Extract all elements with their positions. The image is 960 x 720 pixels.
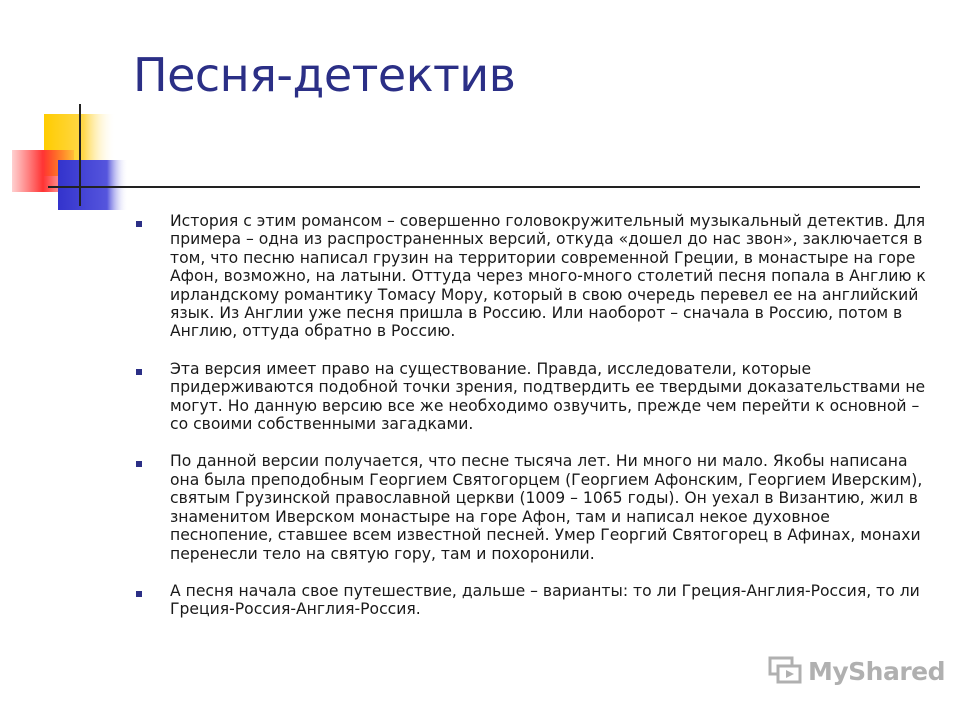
slide-title: Песня-детектив [133, 48, 516, 102]
bullet-paragraph [136, 212, 936, 341]
square-bullet-icon [136, 369, 142, 375]
square-bullet-icon [136, 461, 142, 467]
paragraph-text: История с этим романсом – совершенно головокружительный музыкальный детектив. Для примера – одна из распространенных версий, откуда «дошел до нас звон», заключается в том, что песню написал грузин на территории современной Греции, в монастыре на горе Афон, возможно, на латыни. Оттуда через много-много столетий песня попала в Англию к ирландскому романтику Томасу Мору, который в свою очередь перевел ее на английский язык. Из Англии уже песня пришла в Россию. Или наоборот – сначала в Россию, потом в Англию, оттуда обратно в Россию. [170, 212, 926, 341]
square-bullet-icon [136, 221, 142, 227]
slides-stack-icon [768, 656, 804, 686]
square-bullet-icon [136, 591, 142, 597]
watermark [768, 656, 945, 686]
bullet-paragraph [136, 360, 936, 434]
slide-body [136, 212, 936, 638]
bullet-paragraph [136, 452, 936, 562]
paragraph-text: По данной версии получается, что песне тысяча лет. Ни много ни мало. Якобы написана она была преподобным Георгием Святогорцем (Георгием Афонским, Георгием Иверским), святым Грузинской православной церкви (1009 – 1065 годы). Он уехал в Византию, жил в знаменитом Иверском монастыре на горе Афон, там и написал некое духовное песнопение, ставшее всем известной песней. Умер Георгий Святогорец в Афинах, монахи перенесли тело на святую гору, там и похоронили. [170, 452, 923, 563]
blue-square [58, 160, 128, 210]
watermark-text: MyShared [808, 656, 946, 686]
bullet-paragraph [136, 582, 936, 619]
paragraph-text: Эта версия имеет право на существование. Правда, исследователи, которые придерживаются подобной точки зрения, подтвердить ее твердыми доказательствами не могут. Но данную версию все же необходимо озвучить, прежде чем перейти к основной – со своими собственными загадками. [170, 359, 926, 434]
corner-decoration [0, 0, 960, 220]
paragraph-text: А песня начала свое путешествие, дальше – варианты: то ли Греция-Англия-Россия, то ли Греция-Россия-Англия-Россия. [170, 581, 920, 619]
